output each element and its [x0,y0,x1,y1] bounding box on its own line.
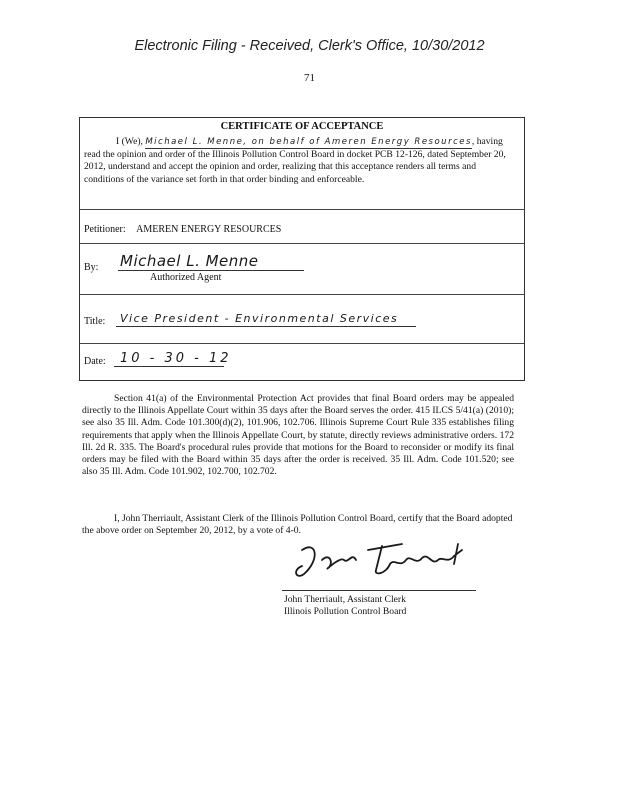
date-label: Date: [84,356,106,367]
row-divider [80,243,524,244]
certificate-body [84,136,518,186]
petitioner-value: AMEREN ENERGY RESOURCES [136,224,282,235]
signature-line [118,270,304,271]
section-41-notice: Section 41(a) of the Environmental Protection Act provides that final Board orders may be appealed directly to the Illinois Appellate Court within 35 days after the Board serves the order. 415 ILCS 5/41(a) (2010); see also 35 Ill. Adm. Code 101.300(d)(2), 101.906, 102.706. Illinois Supreme Court Rule 335 establishes filing requirements that apply when the Illinois Appellate Court, by statute, directly reviews administrative orders. 172 Ill. 2d R. 335. The Board's procedural rules provide that motions for the Board to reconsider or modify its final orders may be filed with the Board within 35 days after the order is received. 35 Ill. Adm. Code 101.520; see also 35 Ill. Adm. Code 101.902, 102.700, 102.702. [82,393,514,478]
certificate-body-text: , having read the opinion and order of the Illinois Pollution Control Board in docket PCB 12-126, dated September 20, 2012, understand and accept the opinion and order, realizing that this acceptance renders all terms and conditions of the variance set forth in that order binding and enforceable. [84,136,506,185]
by-label: By: [84,262,99,273]
clerk-name-title: John Therriault, Assistant Clerk [284,594,406,605]
clerk-signature-line [282,590,476,591]
title-line [116,326,416,327]
page-number: 71 [304,72,315,84]
by-signature: Michael L. Menne [120,252,259,270]
certificate-title: CERTIFICATE OF ACCEPTANCE [220,121,384,132]
title-label: Title: [84,316,106,327]
authorized-agent-label: Authorized Agent [150,272,222,283]
row-divider [80,294,524,295]
date-value: 10 - 30 - 12 [120,351,232,366]
certificate-of-acceptance-form [79,117,525,381]
row-divider [80,209,524,210]
clerk-certification: I, John Therriault, Assistant Clerk of the Illinois Pollution Control Board, certify that the Board adopted the above order on September 20, 2012, by a vote of 4-0. [82,513,513,537]
petitioner-label: Petitioner: [84,224,126,235]
title-value: Vice President - Environmental Services [120,312,399,325]
filing-stamp: Electronic Filing - Received, Clerk's Office, 10/30/2012 [134,38,485,54]
clerk-signature [282,530,482,590]
date-line [114,366,224,367]
row-divider [80,343,524,344]
clerk-name-block [284,594,406,618]
clerk-signature-drawing [282,530,482,590]
handwritten-name: Michael L. Menne, on behalf of Ameren Energy Resources [145,136,472,149]
clerk-organization: Illinois Pollution Control Board [284,606,407,618]
certificate-intro: I (We), [116,136,143,147]
